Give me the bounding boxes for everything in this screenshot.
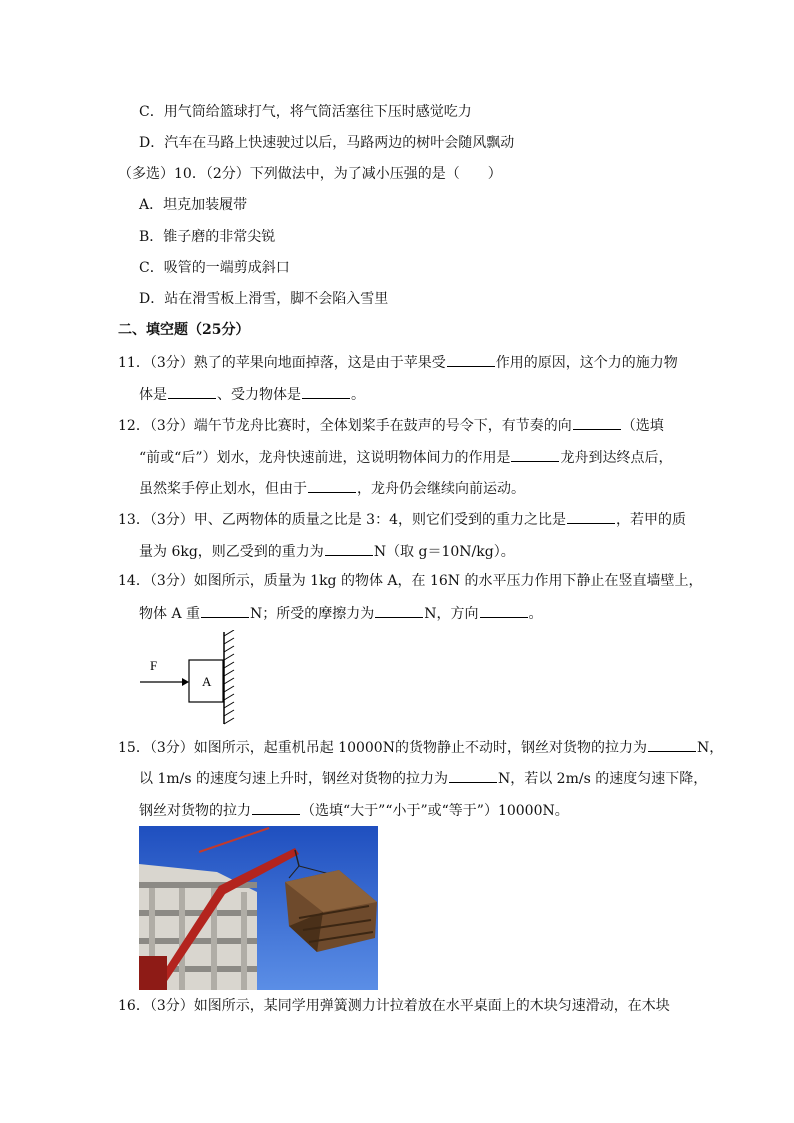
answer-blank[interactable] bbox=[480, 602, 528, 618]
q16-line-1: 16．（3分）如图所示，某同学用弹簧测力计拉着放在水平桌面上的木块匀速滑动，在木块 bbox=[118, 998, 670, 1014]
q15-line-3 bbox=[139, 799, 569, 821]
q11-text: 作用的原因，这个力的施力物 bbox=[495, 355, 678, 371]
answer-blank[interactable] bbox=[447, 351, 495, 367]
force-arrow-head bbox=[182, 678, 189, 686]
q14-text: 物体 A 重 bbox=[139, 606, 201, 622]
q10-option-a: A．坦克加装履带 bbox=[139, 197, 248, 213]
q12-text: 龙舟到达终点后， bbox=[560, 450, 673, 466]
q14-line-1: 14．（3分）如图所示，质量为 1kg 的物体 A，在 16N 的水平压力作用下静止在竖直墙壁上， bbox=[118, 573, 703, 589]
block-label: A bbox=[202, 674, 212, 689]
wall-hatching bbox=[224, 630, 234, 724]
q11-text: 11．（3分）熟了的苹果向地面掉落，这是由于苹果受 bbox=[118, 355, 446, 371]
q11-line-2 bbox=[139, 383, 365, 405]
q15-line-2 bbox=[139, 767, 707, 789]
answer-blank[interactable] bbox=[308, 477, 356, 493]
q11-text: 体是 bbox=[139, 387, 167, 403]
q11-text: 。 bbox=[351, 387, 365, 403]
q12-line-1 bbox=[118, 414, 664, 436]
q13-line-1 bbox=[118, 508, 686, 530]
section-heading-fill-in: 二、填空题（25分） bbox=[118, 322, 250, 338]
q11-line-1 bbox=[118, 351, 678, 373]
answer-blank[interactable] bbox=[302, 383, 350, 399]
q12-text: ，龙舟仍会继续向前运动。 bbox=[357, 481, 525, 497]
q10-option-d: D．站在滑雪板上滑雪，脚不会陷入雪里 bbox=[139, 291, 389, 307]
q15-text: 以 1m/s 的速度匀速上升时，钢丝对货物的拉力为 bbox=[139, 771, 448, 787]
q12-line-2 bbox=[139, 446, 672, 468]
q11-text: 、受力物体是 bbox=[217, 387, 301, 403]
q14-line-2 bbox=[139, 602, 543, 624]
answer-blank[interactable] bbox=[325, 540, 373, 556]
q14-text: N；所受的摩擦力为 bbox=[250, 606, 375, 622]
q10-option-c: C．吸管的一端剪成斜口 bbox=[139, 260, 290, 276]
q14-text: 。 bbox=[528, 606, 543, 622]
q9-option-c: C．用气筒给篮球打气，将气筒活塞往下压时感觉吃力 bbox=[139, 104, 472, 120]
q15-text: 钢丝对货物的拉力 bbox=[139, 803, 251, 819]
q13-text: 量为 6kg，则乙受到的重力为 bbox=[139, 544, 324, 560]
q15-text: （选填“大于”“小于”或“等于”）10000N。 bbox=[301, 803, 569, 819]
answer-blank[interactable] bbox=[201, 602, 249, 618]
q15-text: N， bbox=[696, 740, 724, 756]
q13-text: N（取 g＝10N/kg）。 bbox=[373, 544, 515, 560]
q13-text: 13．（3分）甲、乙两物体的质量之比是 3：4，则它们受到的重力之比是 bbox=[118, 512, 566, 528]
answer-blank[interactable] bbox=[168, 383, 216, 399]
q13-text: ，若甲的质 bbox=[616, 512, 686, 528]
q12-line-3 bbox=[139, 477, 525, 499]
answer-blank[interactable] bbox=[567, 508, 615, 524]
answer-blank[interactable] bbox=[573, 414, 621, 430]
force-label: F bbox=[150, 658, 158, 673]
q12-text: （选填 bbox=[621, 418, 664, 434]
q10-option-b: B．锥子磨的非常尖锐 bbox=[139, 229, 276, 245]
q12-text: 12．（3分）端午节龙舟比赛时，全体划桨手在鼓声的号令下，有节奏的向 bbox=[118, 418, 572, 434]
answer-blank[interactable] bbox=[449, 767, 497, 783]
q15-text: N，若以 2m/s 的速度匀速下降， bbox=[497, 771, 708, 787]
q14-force-diagram bbox=[138, 630, 248, 726]
answer-blank[interactable] bbox=[511, 446, 559, 462]
q15-text: 15．（3分）如图所示，起重机吊起 10000N的货物静止不动时，钢丝对货物的拉力为 bbox=[118, 740, 647, 756]
answer-blank[interactable] bbox=[648, 736, 696, 752]
q9-option-d: D．汽车在马路上快速驶过以后，马路两边的树叶会随风飘动 bbox=[139, 135, 515, 151]
answer-blank[interactable] bbox=[252, 799, 300, 815]
q14-text: N，方向 bbox=[424, 606, 479, 622]
q10-stem: （多选）10．（2分）下列做法中，为了减小压强的是（ ） bbox=[118, 166, 502, 182]
q12-text: 虽然桨手停止划水，但由于 bbox=[139, 481, 307, 497]
crane-lifting-cargo-photo bbox=[139, 826, 378, 990]
q15-line-1 bbox=[118, 736, 723, 758]
q12-text: “前或“后”）划水，龙舟快速前进，这说明物体间力的作用是 bbox=[139, 450, 511, 466]
q13-line-2 bbox=[139, 540, 515, 562]
answer-blank[interactable] bbox=[375, 602, 423, 618]
